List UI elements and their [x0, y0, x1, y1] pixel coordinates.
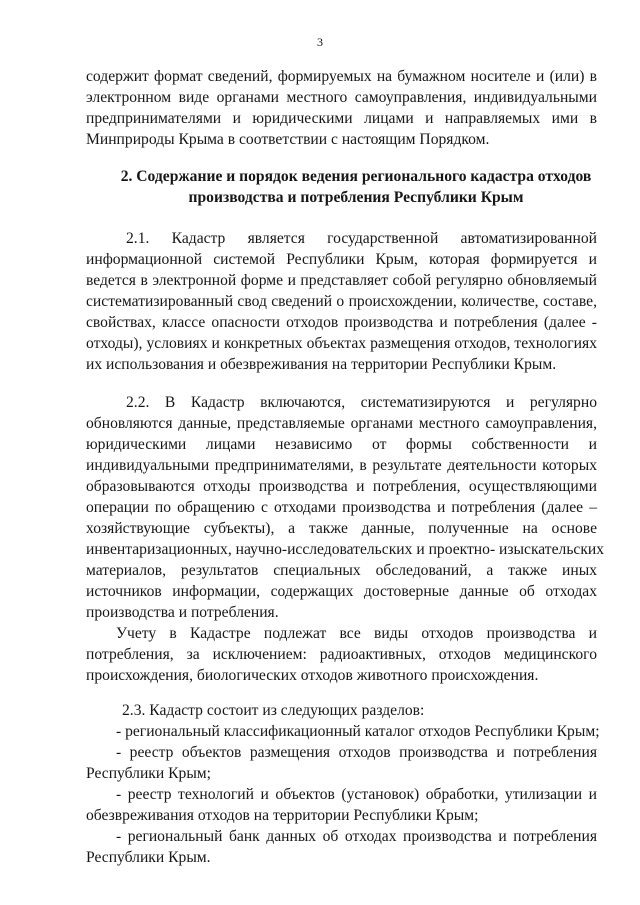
paragraph-2-2b-line: потребления, за исключением: радиоактивных, отходов медицинского — [86, 646, 597, 663]
section-heading: 2. Содержание и порядок ведения регионального кадастра отходов — [120, 168, 592, 185]
paragraph-2-1-line: свойствах, классе опасности отходов производства и потребления (далее - — [86, 314, 597, 331]
section-heading: производства и потребления Республики Крым — [188, 189, 524, 206]
paragraph-2-2-line: юридическими лицами независимо от формы собственности и — [86, 436, 597, 453]
intro-line: предпринимателями и юридическими лицами и направляемых ими в — [86, 110, 597, 127]
intro-line: Минприроды Крыма в соответствии с настоящим Порядком. — [86, 131, 490, 148]
paragraph-2-2-line: хозяйствующие субъекты), а также данные, полученные на основе — [86, 520, 597, 537]
paragraph-2-2-line: производства и потребления. — [86, 604, 279, 621]
paragraph-2-1-line: отходы), условиях и конкретных объектах размещения отходов, технологиях — [86, 335, 597, 352]
paragraph-2-2b-line: происхождения, биологических отходов животного происхождения. — [86, 667, 539, 684]
section-list-item-continued: Республики Крым. — [86, 849, 211, 866]
paragraph-2-2-line: материалов, результатов специальных обследований, а также иных — [86, 562, 597, 579]
paragraph-2-1-line: систематизированный свод сведений о происхождении, количестве, составе, — [86, 293, 597, 310]
intro-line: содержит формат сведений, формируемых на бумажном носителе и (или) в — [86, 68, 597, 85]
paragraph-2-3-line: 2.3. Кадастр состоит из следующих разделов: — [122, 702, 425, 719]
paragraph-2-2b-line: Учету в Кадастре подлежат все виды отходов производства и — [116, 625, 597, 642]
paragraph-2-1-line: информационной системой Республики Крым, которая формируется и — [86, 251, 597, 268]
section-list-item-continued: обезвреживания отходов на территории Республики Крым; — [86, 807, 479, 824]
section-list-item: - реестр технологий и объектов (установок) обработки, утилизации и — [116, 786, 597, 803]
paragraph-2-1-line: их использования и обезвреживания на территории Республики Крым. — [86, 356, 557, 373]
page-number: 3 — [317, 35, 323, 49]
paragraph-2-2-line: источников информации, содержащих достоверные данные об отходах — [86, 583, 597, 600]
paragraph-2-1-line: 2.1. Кадастр является государственной автоматизированной — [126, 230, 597, 247]
paragraph-2-2-line: образовываются отходы производства и потребления, осуществляющими — [86, 478, 597, 495]
paragraph-2-2-line: 2.2. В Кадастр включаются, систематизируются и регулярно — [126, 394, 597, 411]
paragraph-2-2-line: индивидуальными предпринимателями, в результате деятельности которых — [86, 457, 597, 474]
paragraph-2-2-line: обновляются данные, представляемые органами местного самоуправления, — [86, 415, 597, 432]
section-list-item: - региональный классификационный каталог отходов Республики Крым; — [116, 723, 600, 740]
intro-line: электронном виде органами местного самоуправления, индивидуальными — [86, 89, 597, 106]
paragraph-2-2-line: инвентаризационных, научно-исследовательских и проектно- изыскательских — [86, 541, 605, 558]
paragraph-2-2-line: операции по обращению с отходами производства и потребления (далее – — [86, 499, 597, 516]
section-list-item: - реестр объектов размещения отходов производства и потребления — [116, 744, 597, 761]
section-list-item: - региональный банк данных об отходах производства и потребления — [116, 828, 597, 845]
paragraph-2-1-line: ведется в электронной форме и представляет собой регулярно обновляемый — [86, 272, 597, 289]
section-list-item-continued: Республики Крым; — [86, 765, 212, 782]
